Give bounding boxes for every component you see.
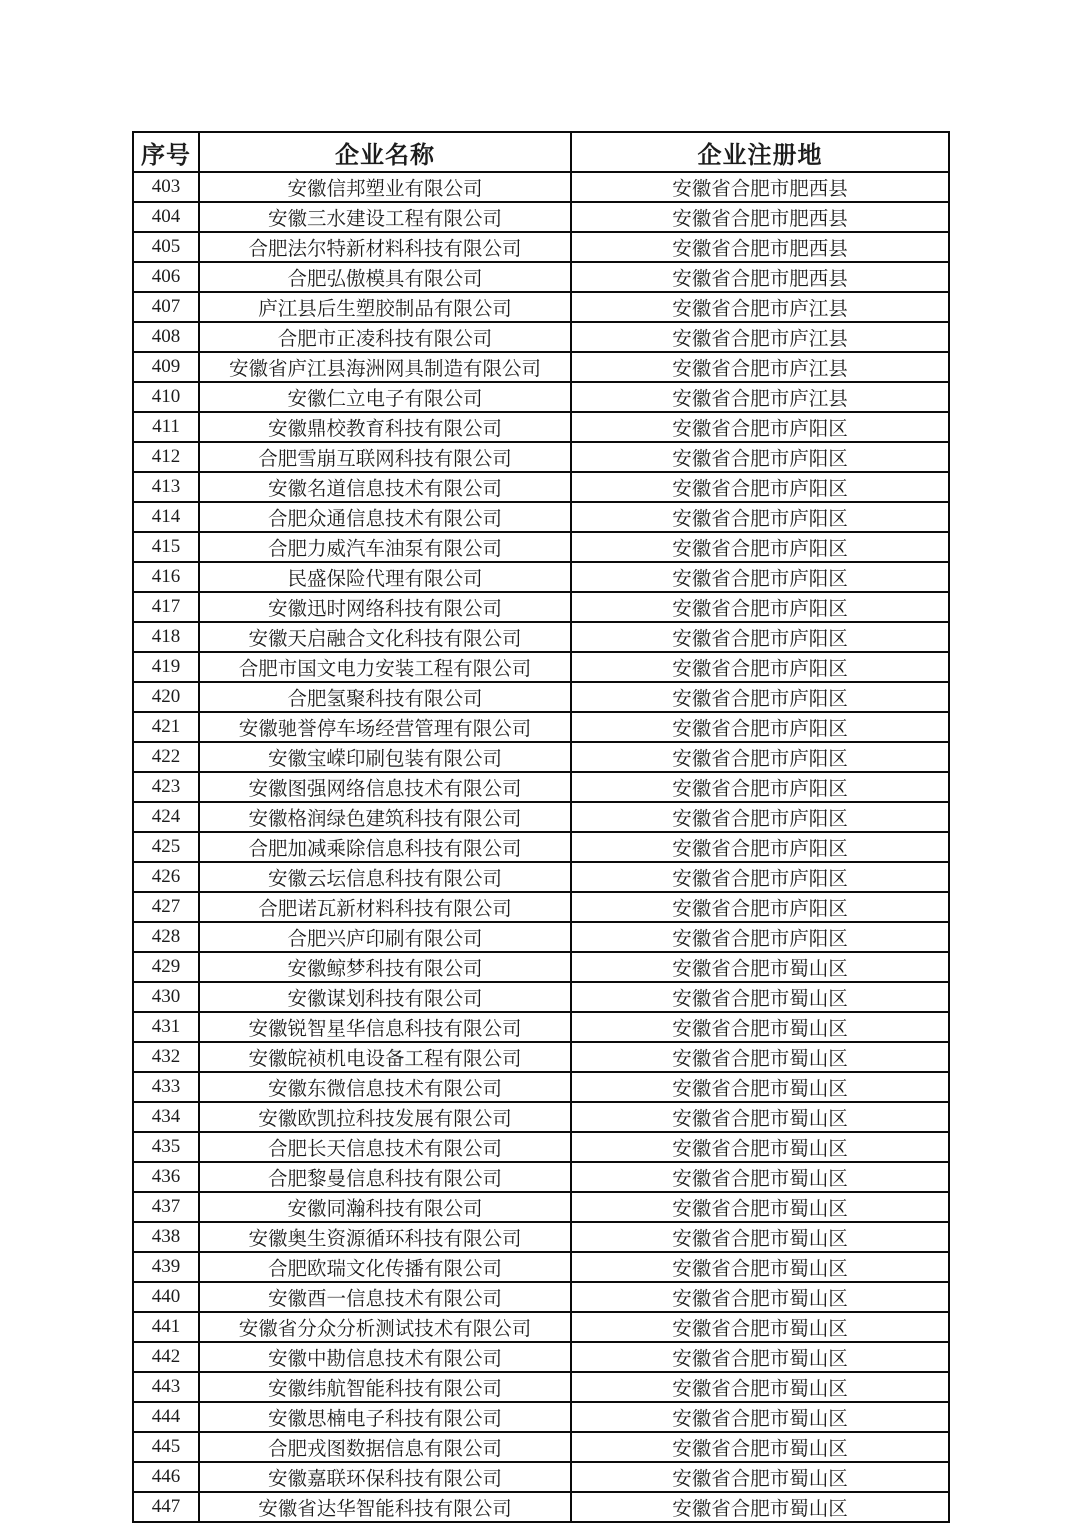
company-name-cell: 安徽省达华智能科技有限公司 — [199, 1492, 571, 1522]
registration-place-cell: 安徽省合肥市庐阳区 — [571, 922, 949, 952]
serial-number-cell: 444 — [133, 1402, 199, 1432]
company-name-cell: 合肥弘傲模具有限公司 — [199, 262, 571, 292]
company-name-cell: 合肥氢聚科技有限公司 — [199, 682, 571, 712]
serial-number-cell: 433 — [133, 1072, 199, 1102]
serial-number-cell: 442 — [133, 1342, 199, 1372]
serial-number-cell: 403 — [133, 172, 199, 202]
registration-place-cell: 安徽省合肥市庐阳区 — [571, 802, 949, 832]
registration-place-cell: 安徽省合肥市肥西县 — [571, 232, 949, 262]
table-row — [133, 1252, 949, 1282]
serial-number-cell: 421 — [133, 712, 199, 742]
registration-place-cell: 安徽省合肥市庐江县 — [571, 352, 949, 382]
table-row — [133, 1342, 949, 1372]
serial-number-cell: 446 — [133, 1462, 199, 1492]
table-row — [133, 1102, 949, 1132]
registration-place-cell: 安徽省合肥市肥西县 — [571, 172, 949, 202]
registration-place-cell: 安徽省合肥市庐阳区 — [571, 532, 949, 562]
registration-place-cell: 安徽省合肥市蜀山区 — [571, 1192, 949, 1222]
registration-place-cell: 安徽省合肥市庐阳区 — [571, 742, 949, 772]
company-name-cell: 安徽驰誉停车场经营管理有限公司 — [199, 712, 571, 742]
company-name-cell: 安徽鲸梦科技有限公司 — [199, 952, 571, 982]
company-name-cell: 安徽迅时网络科技有限公司 — [199, 592, 571, 622]
serial-number-cell: 409 — [133, 352, 199, 382]
registration-place-cell: 安徽省合肥市庐阳区 — [571, 622, 949, 652]
table-row — [133, 742, 949, 772]
serial-number-cell: 432 — [133, 1042, 199, 1072]
serial-number-cell: 443 — [133, 1372, 199, 1402]
company-name-cell: 安徽欧凯拉科技发展有限公司 — [199, 1102, 571, 1132]
table-row — [133, 682, 949, 712]
company-name-cell: 安徽省庐江县海洲网具制造有限公司 — [199, 352, 571, 382]
serial-number-cell: 438 — [133, 1222, 199, 1252]
serial-number-cell: 431 — [133, 1012, 199, 1042]
company-name-cell: 安徽仁立电子有限公司 — [199, 382, 571, 412]
table-row — [133, 562, 949, 592]
registration-place-cell: 安徽省合肥市蜀山区 — [571, 1162, 949, 1192]
serial-number-cell: 417 — [133, 592, 199, 622]
serial-number-cell: 415 — [133, 532, 199, 562]
serial-number-cell: 424 — [133, 802, 199, 832]
registration-place-cell: 安徽省合肥市庐阳区 — [571, 712, 949, 742]
registration-place-cell: 安徽省合肥市蜀山区 — [571, 952, 949, 982]
company-name-cell: 安徽宝嵘印刷包装有限公司 — [199, 742, 571, 772]
table-row — [133, 622, 949, 652]
table-row — [133, 1282, 949, 1312]
serial-number-cell: 423 — [133, 772, 199, 802]
serial-number-cell: 440 — [133, 1282, 199, 1312]
table-row — [133, 1492, 949, 1522]
company-name-cell: 安徽三水建设工程有限公司 — [199, 202, 571, 232]
company-name-cell: 合肥加减乘除信息科技有限公司 — [199, 832, 571, 862]
registration-place-cell: 安徽省合肥市庐阳区 — [571, 832, 949, 862]
registration-place-cell: 安徽省合肥市庐阳区 — [571, 862, 949, 892]
table-row — [133, 1012, 949, 1042]
company-name-cell: 安徽信邦塑业有限公司 — [199, 172, 571, 202]
company-name-cell: 合肥兴庐印刷有限公司 — [199, 922, 571, 952]
registration-place-cell: 安徽省合肥市蜀山区 — [571, 982, 949, 1012]
company-name-cell: 安徽天启融合文化科技有限公司 — [199, 622, 571, 652]
serial-number-cell: 420 — [133, 682, 199, 712]
registration-place-cell: 安徽省合肥市蜀山区 — [571, 1462, 949, 1492]
registration-place-cell: 安徽省合肥市肥西县 — [571, 202, 949, 232]
table-row — [133, 232, 949, 262]
table-row — [133, 262, 949, 292]
company-name-cell: 安徽嘉联环保科技有限公司 — [199, 1462, 571, 1492]
registration-place-cell: 安徽省合肥市蜀山区 — [571, 1282, 949, 1312]
table-row — [133, 1222, 949, 1252]
company-name-cell: 安徽皖祯机电设备工程有限公司 — [199, 1042, 571, 1072]
registration-place-cell: 安徽省合肥市庐阳区 — [571, 772, 949, 802]
company-name-cell: 安徽纬航智能科技有限公司 — [199, 1372, 571, 1402]
company-name-cell: 安徽鼎校教育科技有限公司 — [199, 412, 571, 442]
company-name-cell: 合肥长天信息技术有限公司 — [199, 1132, 571, 1162]
table-row — [133, 862, 949, 892]
serial-number-cell: 447 — [133, 1492, 199, 1522]
registration-place-cell: 安徽省合肥市庐江县 — [571, 292, 949, 322]
table-row — [133, 772, 949, 802]
table-row — [133, 832, 949, 862]
registration-place-cell: 安徽省合肥市庐江县 — [571, 322, 949, 352]
registration-place-cell: 安徽省合肥市庐阳区 — [571, 592, 949, 622]
table-row — [133, 1042, 949, 1072]
registration-place-cell: 安徽省合肥市庐阳区 — [571, 502, 949, 532]
table-row — [133, 952, 949, 982]
serial-number-cell: 412 — [133, 442, 199, 472]
company-name-cell: 安徽酉一信息技术有限公司 — [199, 1282, 571, 1312]
table-row — [133, 1162, 949, 1192]
registration-place-cell: 安徽省合肥市庐阳区 — [571, 682, 949, 712]
serial-number-cell: 426 — [133, 862, 199, 892]
company-name-cell: 安徽同瀚科技有限公司 — [199, 1192, 571, 1222]
company-name-cell: 合肥法尔特新材料科技有限公司 — [199, 232, 571, 262]
registration-place-cell: 安徽省合肥市蜀山区 — [571, 1072, 949, 1102]
company-name-cell: 安徽省分众分析测试技术有限公司 — [199, 1312, 571, 1342]
table-row — [133, 322, 949, 352]
serial-number-cell: 434 — [133, 1102, 199, 1132]
serial-number-cell: 430 — [133, 982, 199, 1012]
company-name-cell: 安徽中勘信息技术有限公司 — [199, 1342, 571, 1372]
serial-number-cell: 435 — [133, 1132, 199, 1162]
serial-number-cell: 445 — [133, 1432, 199, 1462]
registration-place-cell: 安徽省合肥市蜀山区 — [571, 1252, 949, 1282]
serial-number-cell: 427 — [133, 892, 199, 922]
serial-number-cell: 437 — [133, 1192, 199, 1222]
company-name-cell: 安徽谋划科技有限公司 — [199, 982, 571, 1012]
company-name-cell: 安徽思楠电子科技有限公司 — [199, 1402, 571, 1432]
company-name-cell: 庐江县后生塑胶制品有限公司 — [199, 292, 571, 322]
column-header-company-name: 企业名称 — [199, 132, 571, 172]
company-name-cell: 合肥欧瑞文化传播有限公司 — [199, 1252, 571, 1282]
table-row — [133, 472, 949, 502]
registration-place-cell: 安徽省合肥市蜀山区 — [571, 1342, 949, 1372]
table-row — [133, 382, 949, 412]
registration-place-cell: 安徽省合肥市庐江县 — [571, 382, 949, 412]
table-row — [133, 442, 949, 472]
table-row — [133, 1072, 949, 1102]
registration-place-cell: 安徽省合肥市蜀山区 — [571, 1432, 949, 1462]
serial-number-cell: 441 — [133, 1312, 199, 1342]
company-name-cell: 合肥力威汽车油泵有限公司 — [199, 532, 571, 562]
registration-place-cell: 安徽省合肥市蜀山区 — [571, 1132, 949, 1162]
serial-number-cell: 439 — [133, 1252, 199, 1282]
company-name-cell: 合肥雪崩互联网科技有限公司 — [199, 442, 571, 472]
serial-number-cell: 408 — [133, 322, 199, 352]
table-row — [133, 1132, 949, 1162]
table-row — [133, 352, 949, 382]
company-registration-table — [132, 131, 950, 1523]
serial-number-cell: 418 — [133, 622, 199, 652]
registration-place-cell: 安徽省合肥市蜀山区 — [571, 1042, 949, 1072]
registration-place-cell: 安徽省合肥市蜀山区 — [571, 1012, 949, 1042]
registration-place-cell: 安徽省合肥市蜀山区 — [571, 1312, 949, 1342]
serial-number-cell: 428 — [133, 922, 199, 952]
company-name-cell: 合肥诺瓦新材料科技有限公司 — [199, 892, 571, 922]
registration-place-cell: 安徽省合肥市蜀山区 — [571, 1222, 949, 1252]
company-name-cell: 合肥戎图数据信息有限公司 — [199, 1432, 571, 1462]
company-name-cell: 民盛保险代理有限公司 — [199, 562, 571, 592]
registration-place-cell: 安徽省合肥市蜀山区 — [571, 1372, 949, 1402]
registration-place-cell: 安徽省合肥市庐阳区 — [571, 472, 949, 502]
table-row — [133, 982, 949, 1012]
company-name-cell: 安徽格润绿色建筑科技有限公司 — [199, 802, 571, 832]
serial-number-cell: 419 — [133, 652, 199, 682]
company-name-cell: 安徽锐智星华信息科技有限公司 — [199, 1012, 571, 1042]
registration-place-cell: 安徽省合肥市蜀山区 — [571, 1492, 949, 1522]
company-name-cell: 合肥市国文电力安装工程有限公司 — [199, 652, 571, 682]
table-row — [133, 532, 949, 562]
column-header-registration-place: 企业注册地 — [571, 132, 949, 172]
serial-number-cell: 436 — [133, 1162, 199, 1192]
table-row — [133, 1462, 949, 1492]
serial-number-cell: 406 — [133, 262, 199, 292]
serial-number-cell: 413 — [133, 472, 199, 502]
serial-number-cell: 429 — [133, 952, 199, 982]
serial-number-cell: 422 — [133, 742, 199, 772]
company-name-cell: 安徽奥生资源循环科技有限公司 — [199, 1222, 571, 1252]
registration-place-cell: 安徽省合肥市肥西县 — [571, 262, 949, 292]
serial-number-cell: 425 — [133, 832, 199, 862]
registration-place-cell: 安徽省合肥市庐阳区 — [571, 442, 949, 472]
company-name-cell: 安徽云坛信息科技有限公司 — [199, 862, 571, 892]
table-row — [133, 292, 949, 322]
registration-place-cell: 安徽省合肥市庐阳区 — [571, 562, 949, 592]
table-header-row — [133, 132, 949, 172]
table-row — [133, 1432, 949, 1462]
table-row — [133, 592, 949, 622]
column-header-index: 序号 — [133, 132, 199, 172]
table-row — [133, 412, 949, 442]
registration-place-cell: 安徽省合肥市蜀山区 — [571, 1402, 949, 1432]
serial-number-cell: 411 — [133, 412, 199, 442]
table-row — [133, 1372, 949, 1402]
registration-place-cell: 安徽省合肥市庐阳区 — [571, 652, 949, 682]
table-row — [133, 202, 949, 232]
table-row — [133, 892, 949, 922]
registration-place-cell: 安徽省合肥市庐阳区 — [571, 892, 949, 922]
table-row — [133, 802, 949, 832]
serial-number-cell: 414 — [133, 502, 199, 532]
company-name-cell: 安徽东微信息技术有限公司 — [199, 1072, 571, 1102]
serial-number-cell: 416 — [133, 562, 199, 592]
serial-number-cell: 410 — [133, 382, 199, 412]
registration-place-cell: 安徽省合肥市庐阳区 — [571, 412, 949, 442]
serial-number-cell: 405 — [133, 232, 199, 262]
company-name-cell: 安徽名道信息技术有限公司 — [199, 472, 571, 502]
company-name-cell: 合肥众通信息技术有限公司 — [199, 502, 571, 532]
table-row — [133, 1402, 949, 1432]
table-row — [133, 1312, 949, 1342]
table-row — [133, 1192, 949, 1222]
serial-number-cell: 404 — [133, 202, 199, 232]
company-name-cell: 合肥市正凌科技有限公司 — [199, 322, 571, 352]
table-row — [133, 712, 949, 742]
table-row — [133, 502, 949, 532]
company-name-cell: 安徽图强网络信息技术有限公司 — [199, 772, 571, 802]
table-row — [133, 922, 949, 952]
table-row — [133, 172, 949, 202]
company-name-cell: 合肥黎曼信息科技有限公司 — [199, 1162, 571, 1192]
registration-place-cell: 安徽省合肥市蜀山区 — [571, 1102, 949, 1132]
serial-number-cell: 407 — [133, 292, 199, 322]
table-row — [133, 652, 949, 682]
